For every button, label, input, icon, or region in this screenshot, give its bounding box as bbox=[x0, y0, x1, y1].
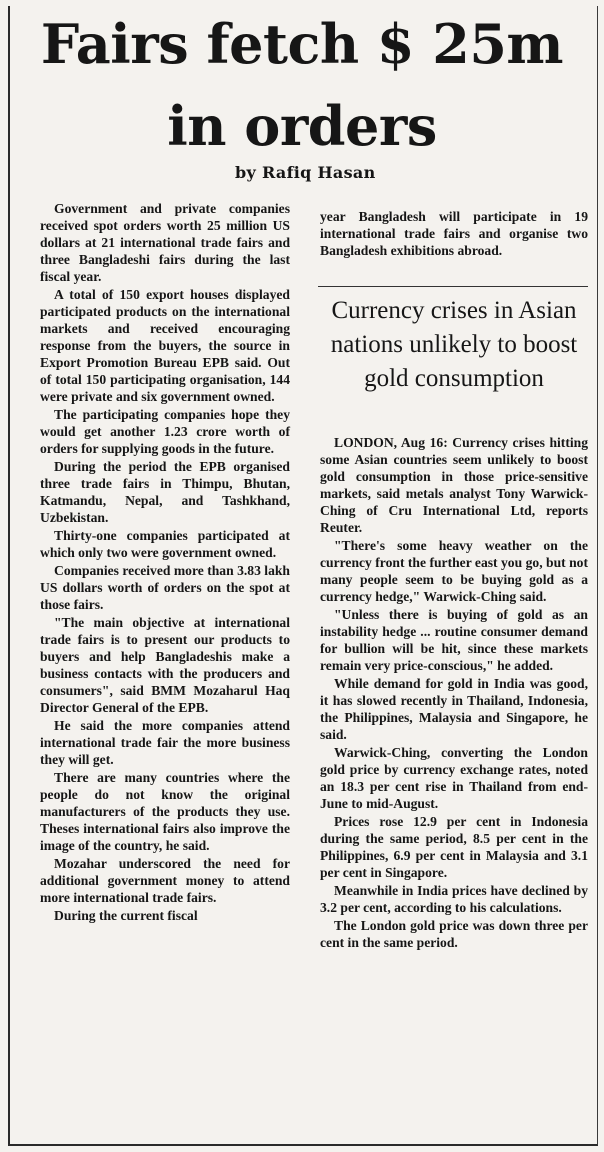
article-paragraph: He said the more companies attend international trade fair the more business they will get. bbox=[40, 718, 290, 767]
article-paragraph: The participating companies hope they would get another 1.23 crore worth of orders for supplying goods in the future. bbox=[40, 407, 290, 456]
main-article-continuation bbox=[320, 208, 588, 260]
sidebar-paragraph: "There's some heavy weather on the currency front the further east you go, but not many people seem to be buying gold as a currency hedge," Warwick-Ching said. bbox=[320, 538, 588, 604]
article-paragraph: During the period the EPB organised three trade fairs in Thimpu, Bhutan, Katmandu, Nepal, and Tashkhand, Uzbekistan. bbox=[40, 459, 290, 525]
sidebar-paragraph: While demand for gold in India was good, it has slowed recently in Thailand, Indonesia, the Philippines, Malaysia and Singapore, he said. bbox=[320, 676, 588, 742]
article-paragraph: Companies received more than 3.83 lakh US dollars worth of orders on the spot at those fairs. bbox=[40, 563, 290, 612]
sidebar-headline: Currency crises in Asian nations unlikely to boost gold consumption bbox=[330, 297, 578, 392]
sidebar-article-column bbox=[320, 434, 588, 952]
sidebar-paragraph: Meanwhile in India prices have declined by 3.2 per cent, according to his calculations. bbox=[320, 883, 588, 915]
sidebar-paragraph: The London gold price was down three per cent in the same period. bbox=[320, 918, 588, 950]
sidebar-paragraph: "Unless there is buying of gold as an instability hedge ... routine consumer demand for bullion will be hit, since these markets remain very price-conscious," he added. bbox=[320, 607, 588, 673]
sidebar-lead-text: Currency crises hitting some Asian countries seem unlikely to boost gold consumption in those price-sensitive markets, said metals analyst Tony Warwick-Ching of Cru International Ltd, reports Reuter. bbox=[320, 435, 588, 535]
article-paragraph: "The main objective at international trade fairs is to present our products to buyers and help Bangladeshis make a business contacts with the producers and consumers", said BMM Mozaharul Haq Director General of the EPB. bbox=[40, 615, 290, 715]
sidebar-paragraph: Prices rose 12.9 per cent in Indonesia during the same period, 8.5 per cent in the Philippines, 6.9 per cent in Malaysia and 3.1 per cent in Singapore. bbox=[320, 814, 588, 880]
article-paragraph: During the current fiscal bbox=[54, 908, 198, 923]
section-divider bbox=[318, 286, 588, 287]
article-paragraph: Government and private companies received spot orders worth 25 million US dollars at 21 international trade fairs and three Bangladeshi fairs during the last fiscal year. bbox=[40, 201, 290, 284]
sidebar-paragraph: Warwick-Ching, converting the London gold price by currency exchange rates, noted an 18.3 per cent rise in Thailand from end-June to mid-August. bbox=[320, 745, 588, 811]
main-article-column-1 bbox=[40, 200, 290, 925]
article-continuation-paragraph: year Bangladesh will participate in 19 international trade fairs and organise two Bangladesh exhibitions abroad. bbox=[320, 209, 588, 258]
article-paragraph: A total of 150 export houses displayed participated products on the international markets and received encouraging response from the buyers, the source in Export Promotion Bureau EPB said. Out of total 150 participating organisation, 144 were private and six government owned. bbox=[40, 287, 290, 404]
article-paragraph: Mozahar underscored the need for additional government money to attend more international trade fairs. bbox=[40, 856, 290, 905]
dateline: LONDON, Aug 16: bbox=[334, 435, 448, 450]
byline: by Rafiq Hasan bbox=[235, 163, 376, 182]
sidebar-paragraph-lead bbox=[320, 434, 588, 536]
article-paragraph: Thirty-one companies participated at which only two were government owned. bbox=[40, 528, 290, 560]
headline-line-1: Fairs fetch $ 25m bbox=[40, 12, 564, 76]
headline-line-2: in orders bbox=[167, 94, 437, 158]
article-paragraph: There are many countries where the people do not know the original manufacturers of the products they use. Theses international fairs also improve the image of the country, he said. bbox=[40, 770, 290, 853]
